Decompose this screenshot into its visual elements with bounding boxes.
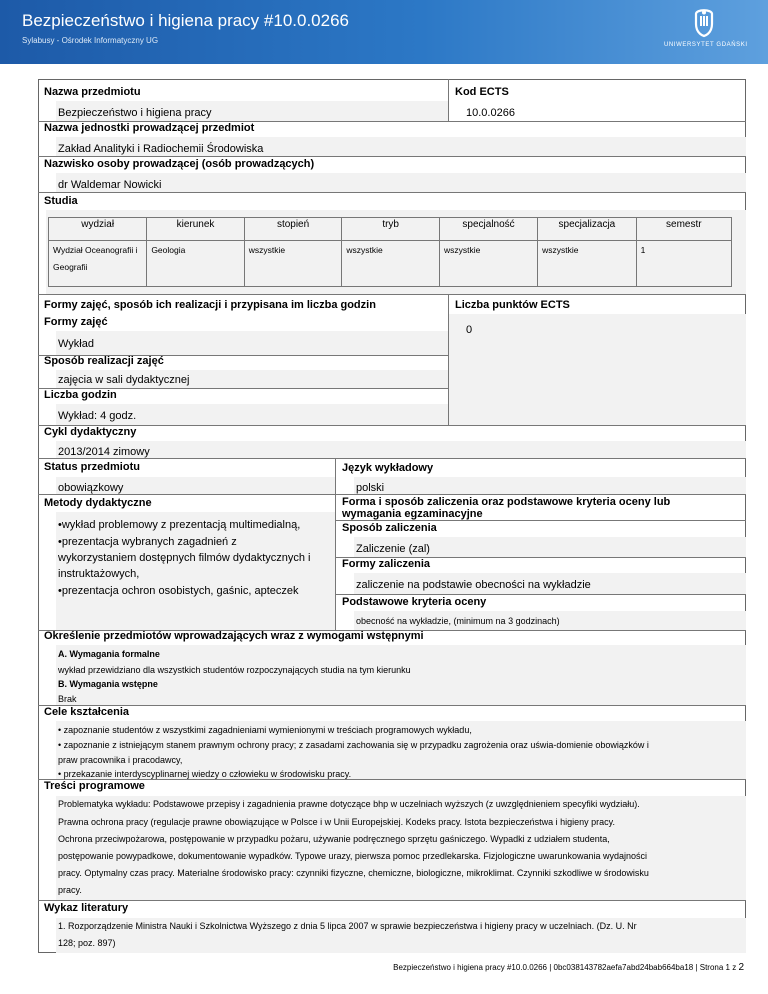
- ects-code-value: 10.0.0266: [466, 107, 515, 119]
- initial-req-value: Brak: [58, 694, 77, 704]
- divider: [448, 79, 449, 121]
- forms-section-label: Formy zajęć, sposób ich realizacji i przypisana im liczba godzin: [44, 299, 376, 311]
- criteria-value: obecność na wykładzie, (minimum na 3 godzinach): [356, 616, 560, 626]
- prereq-label: Określenie przedmiotów wprowadzających wraz z wymogami wstępnymi: [44, 630, 424, 642]
- forms-label: Formy zajęć: [44, 316, 108, 328]
- value-bar: [56, 331, 448, 355]
- value-bar: [56, 441, 746, 458]
- studia-header-cell: kierunek: [147, 218, 244, 241]
- content-line: Problematyka wykładu: Podstawowe przepisy i zagadnienia prawne dotyczące bhp w uczelniach wyższych (z uwzględnieniem specyfiki wydziału).: [58, 799, 640, 809]
- literature-label: Wykaz literatury: [44, 902, 129, 914]
- criteria-label: Podstawowe kryteria oceny: [342, 596, 487, 608]
- ects-code-label: Kod ECTS: [455, 86, 509, 98]
- studia-header-cell: semestr: [636, 218, 731, 241]
- page-title: Bezpieczeństwo i higiena pracy #10.0.0266: [22, 11, 349, 30]
- page-header: [0, 0, 768, 64]
- assessment-method-value: Zaliczenie (zal): [356, 543, 430, 555]
- divider: [336, 520, 746, 521]
- page-subtitle: Sylabusy - Ośrodek Informatyczny UG: [22, 36, 159, 45]
- forms-value: Wykład: [58, 338, 94, 350]
- content-line: Ochrona przeciwpożarowa, postępowanie w przypadku pożaru, używanie podręcznego sprzętu gaśniczego. Wypadki z udziałem studenta,: [58, 834, 610, 844]
- value-bar: [354, 477, 746, 494]
- university-logo-icon: [690, 8, 718, 38]
- studia-cell: wszystkie: [244, 241, 342, 287]
- methods-line: •wykład problemowy z prezentacją multimedialną,: [58, 519, 301, 531]
- studia-cell: 1: [636, 241, 731, 287]
- course-name-value: Bezpieczeństwo i higiena pracy: [58, 107, 212, 119]
- studia-header-cell: specjalność: [439, 218, 537, 241]
- hours-value: Wykład: 4 godz.: [58, 410, 137, 422]
- studia-header-cell: specjalizacja: [538, 218, 636, 241]
- content-line: pracy. Optymalny czas pracy. Materialne środowisko pracy: czynniki fizyczne, chemiczne, biologiczne, mikroklimat. Czynniki szkodliwe w środowisku: [58, 868, 649, 878]
- goals-line: • zapoznanie z istniejącym stanem prawnym ochrony pracy; z zasadami zachowania się w przypadku zagrożenia oraz uświa-domienie obowiązków i: [58, 740, 649, 750]
- formal-req-value: wykład przewidziano dla wszystkich studentów rozpoczynających studia na tym kierunku: [58, 665, 411, 675]
- footer-text: Bezpieczeństwo i higiena pracy #10.0.0266 | 0bc038143782aefa7abd24bab664ba18 | Strona 1 z: [393, 963, 739, 972]
- assessment-forms-value: zaliczenie na podstawie obecności na wykładzie: [356, 579, 591, 591]
- studia-row: [49, 241, 732, 287]
- divider: [38, 705, 746, 706]
- university-name: UNIWERSYTET GDAŃSKI: [664, 42, 748, 48]
- content-line: postępowanie powypadkowe, dokumentowanie wypadków. Typowe urazy, pierwsza pomoc przedlekarska. Fizjologiczne uwarunkowania wydajności: [58, 851, 647, 861]
- divider: [38, 900, 746, 901]
- content-line: Prawna ochrona pracy (regulacje prawne obowiązujące w Polsce i w Unii Europejskiej. Kodeks pracy. Istota bezpieczeństwa i higieny pracy.: [58, 817, 615, 827]
- content-line: pracy.: [58, 885, 82, 895]
- assessment-forms-label: Formy zaliczenia: [342, 558, 431, 570]
- ects-points-label: Liczba punktów ECTS: [455, 299, 570, 311]
- divider: [38, 458, 746, 459]
- methods-line: wykorzystaniem dostępnych filmów dydaktycznych i: [58, 552, 311, 564]
- divider: [38, 494, 746, 495]
- studia-cell: Wydział Oceanografii i Geografii: [49, 241, 147, 287]
- studia-cell: Geologia: [147, 241, 244, 287]
- ects-points-value: 0: [466, 324, 473, 336]
- cycle-label: Cykl dydaktyczny: [44, 426, 137, 438]
- goals-line: • zapoznanie studentów z wszystkimi zagadnieniami wymienionymi w treściach programowych wykładu,: [58, 725, 472, 735]
- goals-line: praw pracownika i pracodawcy,: [58, 755, 183, 765]
- assessment-label-line-2: wymagania egzaminacyjne: [342, 508, 483, 520]
- divider: [38, 294, 746, 295]
- divider: [335, 458, 336, 630]
- studia-header-cell: wydział: [49, 218, 147, 241]
- lecturer-label: Nazwisko osoby prowadzącej (osób prowadzących): [44, 158, 315, 170]
- lecturer-value: dr Waldemar Nowicki: [58, 179, 162, 191]
- page-total: 2: [738, 962, 744, 973]
- divider: [38, 156, 746, 157]
- unit-label: Nazwa jednostki prowadzącej przedmiot: [44, 122, 255, 134]
- methods-line: •prezentacja ochron osobistych, gaśnic, apteczek: [58, 585, 299, 597]
- status-value: obowiązkowy: [58, 482, 124, 494]
- language-label: Język wykładowy: [342, 462, 434, 474]
- cycle-value: 2013/2014 zimowy: [58, 446, 150, 458]
- literature-line: 128; poz. 897): [58, 938, 116, 948]
- methods-label: Metody dydaktyczne: [44, 497, 152, 509]
- status-label: Status przedmiotu: [44, 461, 140, 473]
- method-value: zajęcia w sali dydaktycznej: [58, 374, 190, 386]
- studia-cell: wszystkie: [342, 241, 440, 287]
- studia-header-cell: stopień: [244, 218, 342, 241]
- goals-label: Cele kształcenia: [44, 706, 129, 718]
- hours-label: Liczba godzin: [44, 389, 117, 401]
- studia-cell: wszystkie: [439, 241, 537, 287]
- literature-line: 1. Rozporządzenie Ministra Nauki i Szkolnictwa Wyższego z dnia 5 lipca 2007 w sprawie bezpieczeństwa i higieny pracy w uczelniach. (Dz. U. Nr: [58, 921, 637, 931]
- studia-header-row: [49, 218, 732, 241]
- methods-line: •prezentacja wybranych zagadnień z: [58, 536, 237, 548]
- method-label: Sposób realizacji zajęć: [44, 355, 164, 367]
- divider: [336, 594, 746, 595]
- initial-req-label: B. Wymagania wstępne: [58, 679, 158, 689]
- formal-req-label: A. Wymagania formalne: [58, 649, 160, 659]
- course-name-label: Nazwa przedmiotu: [44, 86, 141, 98]
- goals-line: • przekazanie interdyscyplinarnej wiedzy o człowieku w środowisku pracy.: [58, 769, 352, 779]
- unit-value: Zakład Analityki i Radiochemii Środowiska: [58, 143, 264, 155]
- language-value: polski: [356, 482, 385, 494]
- points-bar: [449, 314, 746, 425]
- divider: [38, 425, 746, 426]
- studia-table: [48, 217, 732, 287]
- assessment-method-label: Sposób zaliczenia: [342, 522, 437, 534]
- studia-header-cell: tryb: [342, 218, 440, 241]
- page-footer: [393, 962, 744, 973]
- assessment-label-line-1: Forma i sposób zaliczenia oraz podstawowe kryteria oceny lub: [342, 496, 671, 508]
- divider: [38, 192, 746, 193]
- content-label: Treści programowe: [44, 780, 145, 792]
- methods-line: instruktażowych,: [58, 568, 140, 580]
- studia-cell: wszystkie: [538, 241, 636, 287]
- studia-label: Studia: [44, 195, 78, 207]
